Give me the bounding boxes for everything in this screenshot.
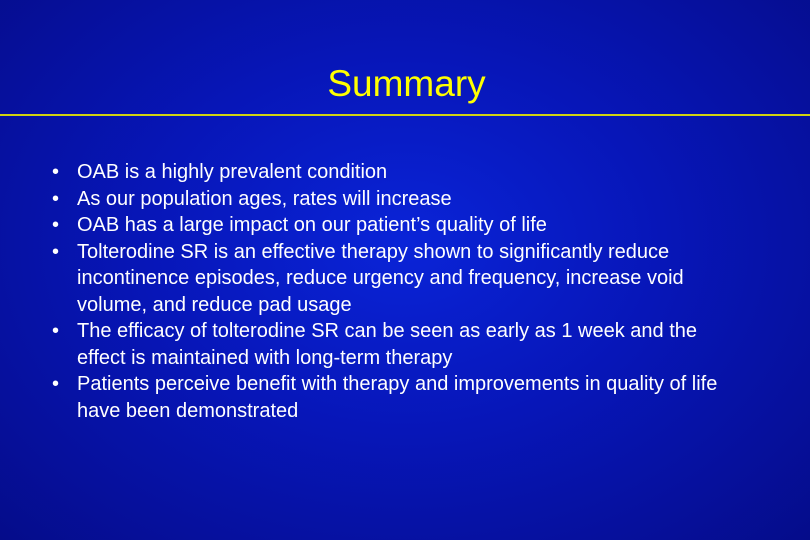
bullet-list xyxy=(0,159,810,424)
bullet-point-icon: • xyxy=(52,214,60,236)
bullet-item xyxy=(0,186,810,213)
bullet-text: OAB is a highly prevalent condition xyxy=(77,161,388,183)
bullet-text: Tolterodine SR is an effective therapy shown to significantly reduce incontinence episodes, reduce urgency and frequency, increase void volume, and reduce pad usage xyxy=(77,240,684,316)
bullet-text: Patients perceive benefit with therapy and improvements in quality of life have been demonstrated xyxy=(77,373,718,422)
bullet-text: As our population ages, rates will increase xyxy=(77,187,452,210)
bullet-point-icon: • xyxy=(52,187,60,210)
bullet-item xyxy=(0,212,810,239)
bullet-point-icon: • xyxy=(52,161,60,183)
bullet-point-icon: • xyxy=(52,240,60,263)
bullet-item xyxy=(0,371,810,424)
bullet-text: The efficacy of tolterodine SR can be seen as early as 1 week and the effect is maintained with long-term therapy xyxy=(77,320,697,369)
slide-title: Summary xyxy=(327,63,486,104)
bullet-text: OAB has a large impact on our patient’s quality of life xyxy=(77,214,547,236)
bullet-item xyxy=(0,318,810,371)
bullet-item xyxy=(0,239,810,319)
bullet-item xyxy=(0,159,810,186)
bullet-point-icon: • xyxy=(52,320,60,342)
bullet-point-icon: • xyxy=(52,373,60,395)
title-divider xyxy=(0,114,810,116)
